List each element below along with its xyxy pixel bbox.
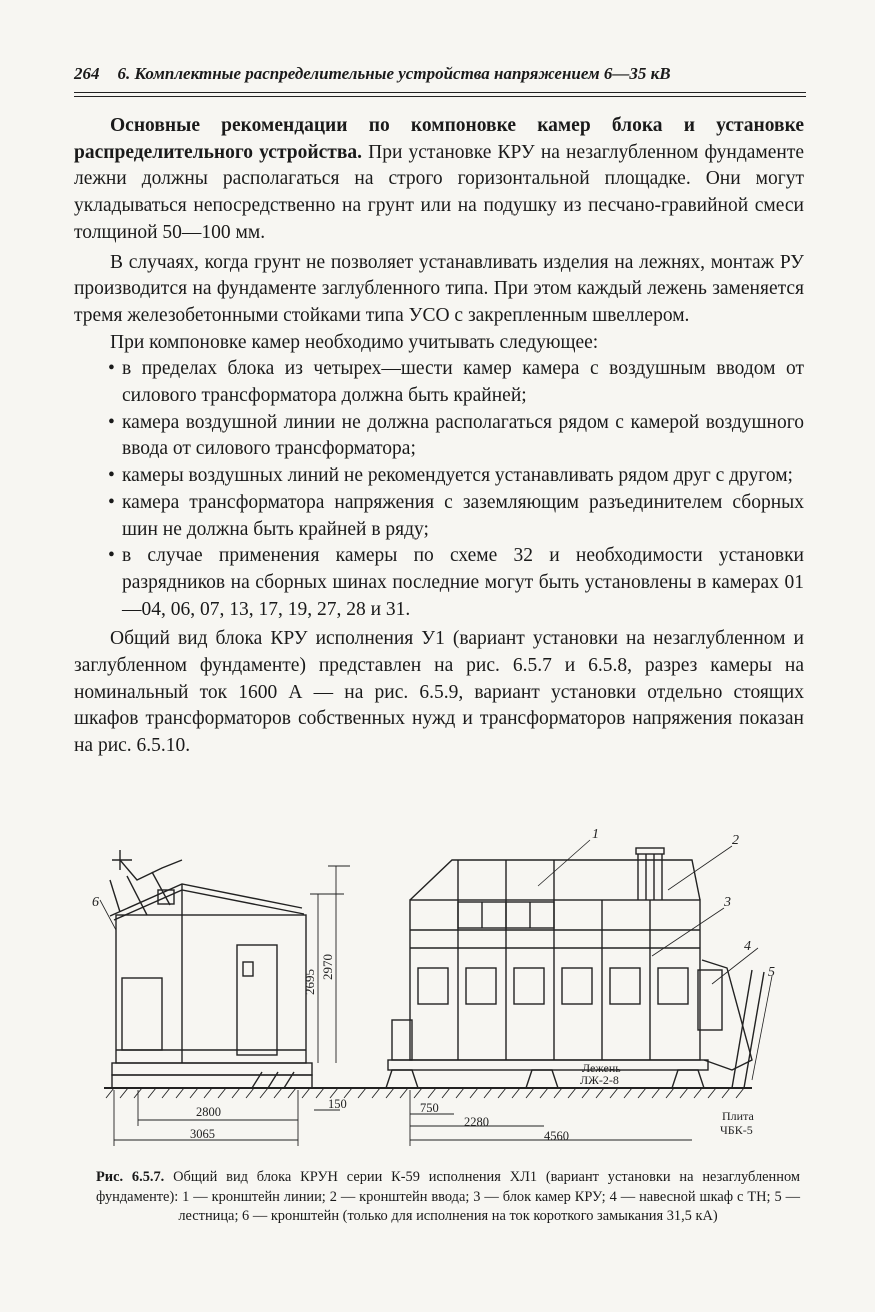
callout-5: 5 bbox=[768, 965, 775, 980]
auxiliary-cabinet bbox=[110, 884, 312, 1088]
body-text bbox=[74, 113, 804, 760]
callout-1: 1 bbox=[592, 827, 599, 842]
paragraph-1 bbox=[74, 113, 804, 247]
technical-drawing bbox=[92, 820, 782, 1160]
kru-block bbox=[388, 860, 752, 1070]
bullet-icon: • bbox=[108, 491, 115, 513]
ground bbox=[104, 1088, 752, 1098]
figure-caption bbox=[96, 1168, 800, 1227]
list-item: • камера трансформатора напряжения с заземляющим разъединителем сборных шин не должна быть крайней в ряду; bbox=[108, 491, 804, 540]
label-plita-type: ЧБК-5 bbox=[720, 1123, 753, 1137]
header-rule-top bbox=[74, 92, 806, 93]
bullet-icon: • bbox=[108, 465, 115, 487]
dim-2695: 2695 bbox=[302, 969, 317, 995]
figure-label: Рис. 6.5.7. bbox=[96, 1169, 165, 1185]
callout-4: 4 bbox=[744, 939, 751, 954]
running-header bbox=[74, 64, 804, 84]
list-item: • камеры воздушных линий не рекомендуется устанавливать рядом друг с другом; bbox=[74, 463, 804, 490]
label-lezhen-type: ЛЖ-2-8 bbox=[580, 1073, 619, 1087]
dim-750: 750 bbox=[420, 1101, 439, 1115]
list-item: • в случае применения камеры по схеме 32 и необходимости установки разрядников на сборных шинах последние могут быть установлены в камерах 01—04, 06, 07, 13, 17, 19, 27, 28 и 31. bbox=[108, 545, 804, 620]
bullet-icon: • bbox=[108, 411, 115, 433]
paragraph-4: Общий вид блока КРУ исполнения У1 (вариант установки на незаглубленном и заглубленном фундаменте) представлен на рис. 6.5.7 и 6.5.8, разрез камеры на номинальный ток 1600 А — на рис. 6.5.9, вариант установки отдельно стоящих шкафов трансформаторов собственных нужд и трансформаторов напряжения показан на рис. 6.5.10. bbox=[74, 628, 804, 757]
sleepers bbox=[386, 1070, 704, 1088]
paragraph-2: В случаях, когда грунт не позволяет устанавливать изделия на лежнях, монтаж РУ производится на фундаменте заглубленного типа. При этом каждый лежень заменяется тремя железобетонными стойками типа УСО с закрепленным швеллером. bbox=[74, 251, 804, 326]
list-item: • в пределах блока из четырех—шести камер камера с воздушным вводом от силового трансформатора должна быть крайней; bbox=[108, 358, 804, 407]
list-item: • камера воздушной линии не должна располагаться рядом с камерой воздушного ввода от силового трансформатора; bbox=[108, 411, 804, 460]
paragraph-1-text: При установке КРУ на незаглубленном фундаменте лежни должны располагаться на строго горизонтальной площадке. Они могут укладываться непосредственно на грунт или на подушку из песчано-гравийной смеси толщиной 50—100 мм. bbox=[74, 141, 805, 243]
dim-2280: 2280 bbox=[464, 1115, 489, 1129]
bullet-icon: • bbox=[108, 358, 115, 380]
callout-3: 3 bbox=[724, 895, 731, 910]
section-heading: Основные рекомендации по компоновке камер блока и установке распределительного устройства. bbox=[74, 115, 804, 163]
callout-2: 2 bbox=[732, 833, 739, 848]
recommendation-list bbox=[74, 356, 804, 623]
dim-4560: 4560 bbox=[544, 1129, 569, 1143]
paragraph-3: При компоновке камер необходимо учитывать следующее: bbox=[110, 331, 599, 353]
header-rule-bottom bbox=[74, 96, 806, 97]
input-bracket-2 bbox=[636, 848, 664, 900]
chapter-title: 6. Комплектные распределительные устройства напряжением 6—35 кВ bbox=[117, 64, 671, 83]
ladder-5 bbox=[732, 970, 764, 1088]
page-number: 264 bbox=[74, 64, 100, 83]
bullet-icon: • bbox=[108, 545, 115, 567]
label-lezhen: Лежень bbox=[582, 1061, 621, 1075]
callout-6: 6 bbox=[92, 895, 99, 910]
dim-2800: 2800 bbox=[196, 1105, 221, 1119]
dim-3065: 3065 bbox=[190, 1127, 215, 1141]
caption-text: Общий вид блока КРУН серии К-59 исполнения ХЛ1 (вариант установки на незаглубленном фундаменте): 1 — кронштейн линии; 2 — кронштейн ввода; 3 — блок камер КРУ; 4 — навесной шкаф с ТН; 5 — лестница; 6 — кронштейн (только для исполнения на ток короткого замыкания 31,5 кА) bbox=[96, 1169, 800, 1224]
label-plita: Плита bbox=[722, 1109, 754, 1123]
dim-2970: 2970 bbox=[320, 954, 335, 980]
dim-150: 150 bbox=[328, 1097, 347, 1111]
